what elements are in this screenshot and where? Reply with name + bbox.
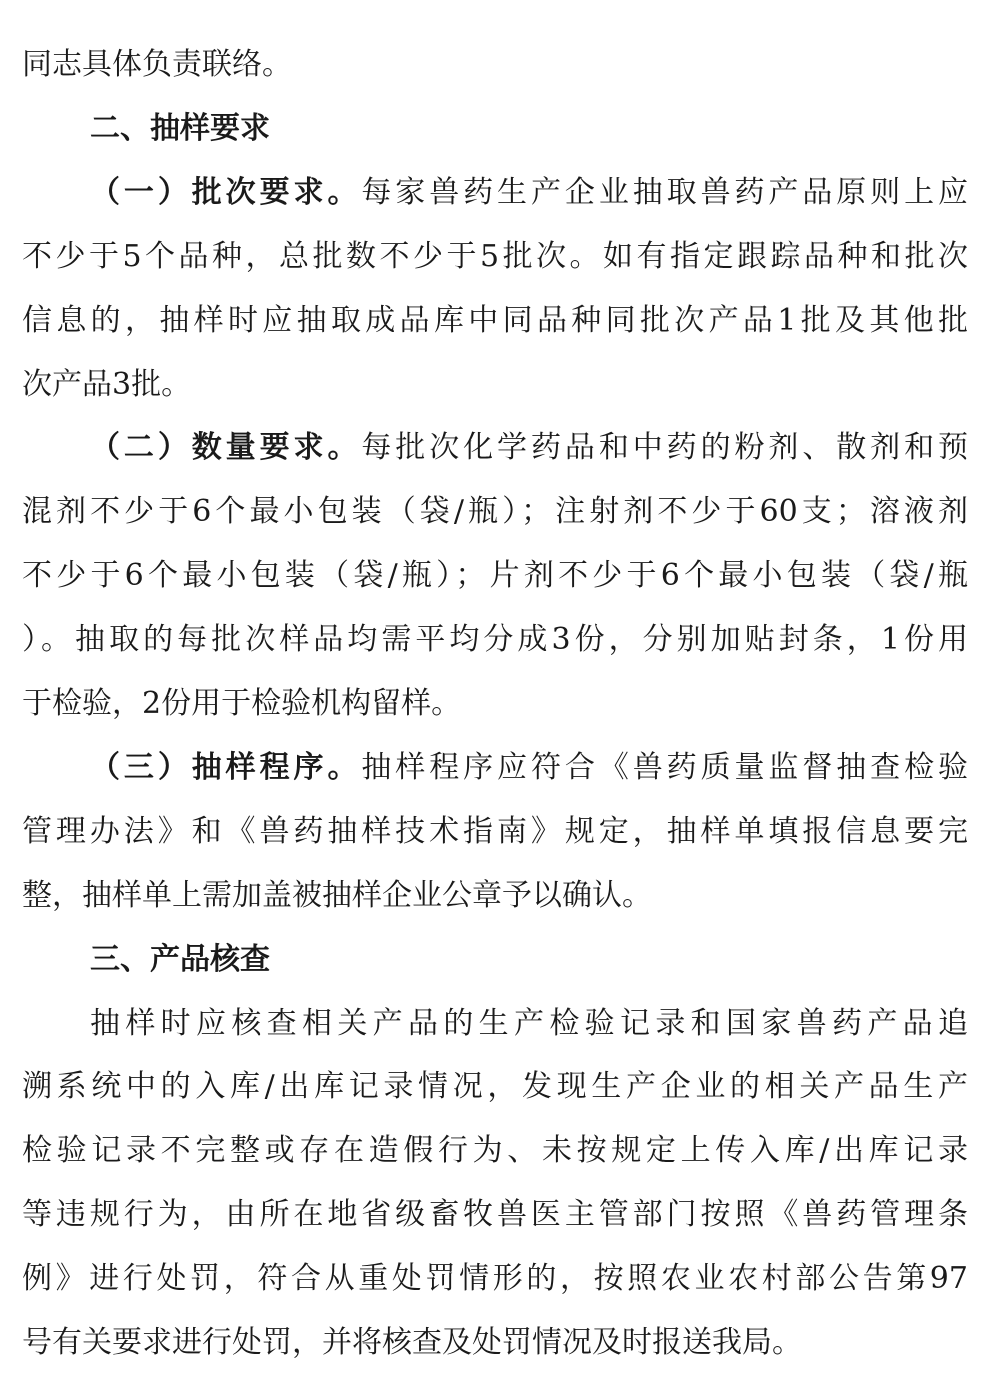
text-line xyxy=(22,237,968,277)
text-line xyxy=(22,1067,968,1107)
text-line xyxy=(22,876,968,916)
line-text: 抽样程序应符合《兽药质量监督抽查检验 xyxy=(361,749,969,785)
line-text: 管理办法》和《兽药抽样技术指南》规定，抽样单填报信息要完 xyxy=(22,813,968,849)
text-line xyxy=(22,812,968,852)
line-text: 于检验，2份用于检验机构留样。 xyxy=(22,686,462,721)
text-line xyxy=(22,1131,968,1171)
line-text: 号有关要求进行处罚，并将核查及处罚情况及时报送我局。 xyxy=(22,1325,802,1360)
line-text: 溯系统中的入库/出库记录情况，发现生产企业的相关产品生产 xyxy=(22,1069,968,1105)
line-text: 信息的，抽样时应抽取成品库中同品种同批次产品1批及其他批 xyxy=(22,302,968,338)
text-line xyxy=(22,492,968,532)
line-text: ）。抽取的每批次样品均需平均分成3份，分别加贴封条，1份用 xyxy=(22,622,968,658)
text-line xyxy=(22,45,968,85)
section-heading xyxy=(90,109,968,149)
text-line xyxy=(90,748,968,788)
subsection-title: （一）批次要求。 xyxy=(90,174,362,210)
line-text: 同志具体负责联络。 xyxy=(22,47,292,82)
line-text: 次产品3批。 xyxy=(22,366,192,402)
section-heading xyxy=(90,940,968,980)
line-text: 不少于6个最小包装（袋/瓶）；片剂不少于6个最小包装（袋/瓶 xyxy=(22,558,968,594)
line-text: 三、产品核查 xyxy=(90,941,270,977)
text-line xyxy=(90,173,968,213)
text-line xyxy=(22,1259,968,1299)
text-line xyxy=(22,365,968,405)
line-text: 每家兽药生产企业抽取兽药产品原则上应 xyxy=(361,174,969,210)
line-text: 整，抽样单上需加盖被抽样企业公章予以确认。 xyxy=(22,877,652,913)
text-line xyxy=(22,1323,968,1363)
line-text: 二、抽样要求 xyxy=(90,110,270,146)
text-line xyxy=(22,1195,968,1235)
subsection-title: （二）数量要求。 xyxy=(90,430,362,466)
line-text: 每批次化学药品和中药的粉剂、散剂和预 xyxy=(361,430,969,466)
line-text: 例》进行处罚，符合从重处罚情形的，按照农业农村部公告第97 xyxy=(22,1261,968,1297)
text-line xyxy=(90,1004,968,1044)
line-text: 检验记录不完整或存在造假行为、未按规定上传入库/出库记录 xyxy=(22,1133,968,1169)
text-line xyxy=(22,620,968,660)
line-text: 混剂不少于6个最小包装（袋/瓶）；注射剂不少于60支；溶液剂 xyxy=(22,494,968,530)
line-text: 不少于5个品种，总批数不少于5批次。如有指定跟踪品种和批次 xyxy=(22,238,968,274)
text-line xyxy=(22,556,968,596)
line-text: 等违规行为，由所在地省级畜牧兽医主管部门按照《兽药管理条 xyxy=(22,1197,968,1233)
text-line xyxy=(22,301,968,341)
text-line xyxy=(90,428,968,468)
line-text: 抽样时应核查相关产品的生产检验记录和国家兽药产品追 xyxy=(90,1005,968,1041)
subsection-title: （三）抽样程序。 xyxy=(90,749,362,785)
text-line xyxy=(22,684,968,724)
